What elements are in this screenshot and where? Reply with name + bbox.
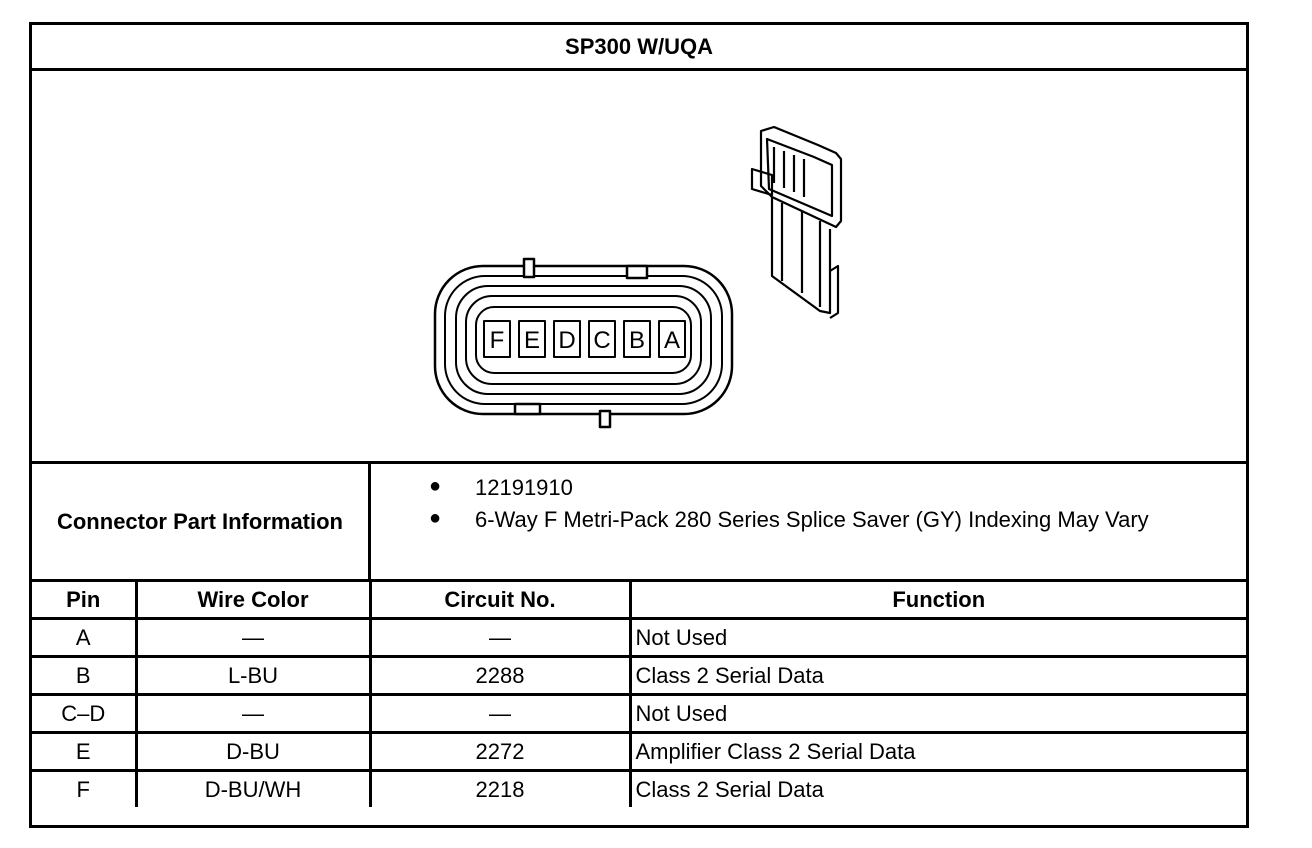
part-description: 6-Way F Metri-Pack 280 Series Splice Saver (GY) Indexing May Vary xyxy=(475,507,1149,532)
pin-cell: B xyxy=(32,657,136,695)
table-row xyxy=(32,657,1246,695)
circuit-cell: — xyxy=(370,695,630,733)
wire-color-cell: D-BU xyxy=(136,733,370,771)
pin-label-f: F xyxy=(489,327,505,354)
function-cell: Not Used xyxy=(630,695,1246,733)
connector-isometric-icon xyxy=(752,127,841,318)
wire-color-cell: L-BU xyxy=(136,657,370,695)
pin-label-d: D xyxy=(558,327,576,354)
part-number: 12191910 xyxy=(475,475,573,500)
connector-drawing xyxy=(32,71,1246,461)
wire-color-cell: D-BU/WH xyxy=(136,771,370,808)
function-cell: Not Used xyxy=(630,619,1246,657)
pin-label-c: C xyxy=(593,327,611,354)
pin-label-e: E xyxy=(523,327,541,354)
connector-diagram xyxy=(32,71,1246,464)
function-cell: Class 2 Serial Data xyxy=(630,771,1246,808)
wire-color-cell: — xyxy=(136,619,370,657)
pin-label-a: A xyxy=(663,327,681,354)
pin-cell: A xyxy=(32,619,136,657)
pin-cell: F xyxy=(32,771,136,808)
header-circuit-no: Circuit No. xyxy=(370,582,630,619)
connector-face-icon xyxy=(435,259,732,427)
circuit-cell: — xyxy=(370,619,630,657)
function-cell: Amplifier Class 2 Serial Data xyxy=(630,733,1246,771)
header-function: Function xyxy=(630,582,1246,619)
function-cell: Class 2 Serial Data xyxy=(630,657,1246,695)
table-row xyxy=(32,695,1246,733)
bullet-icon: ● xyxy=(429,507,442,529)
header-pin: Pin xyxy=(32,582,136,619)
circuit-cell: 2288 xyxy=(370,657,630,695)
connector-part-info xyxy=(32,464,1246,582)
pin-label-b: B xyxy=(628,327,646,354)
pin-cell: E xyxy=(32,733,136,771)
info-list xyxy=(371,464,1246,579)
header-wire-color: Wire Color xyxy=(136,582,370,619)
table-row xyxy=(32,771,1246,808)
sheet-title: SP300 W/UQA xyxy=(32,25,1246,71)
pin-cell: C–D xyxy=(32,695,136,733)
info-label: Connector Part Information xyxy=(32,464,371,579)
circuit-cell: 2272 xyxy=(370,733,630,771)
wire-color-cell: — xyxy=(136,695,370,733)
pin-table xyxy=(32,582,1246,807)
bullet-icon: ● xyxy=(429,475,442,497)
table-row xyxy=(32,733,1246,771)
circuit-cell: 2218 xyxy=(370,771,630,808)
table-header-row xyxy=(32,582,1246,619)
table-row xyxy=(32,619,1246,657)
connector-sheet xyxy=(29,22,1249,828)
